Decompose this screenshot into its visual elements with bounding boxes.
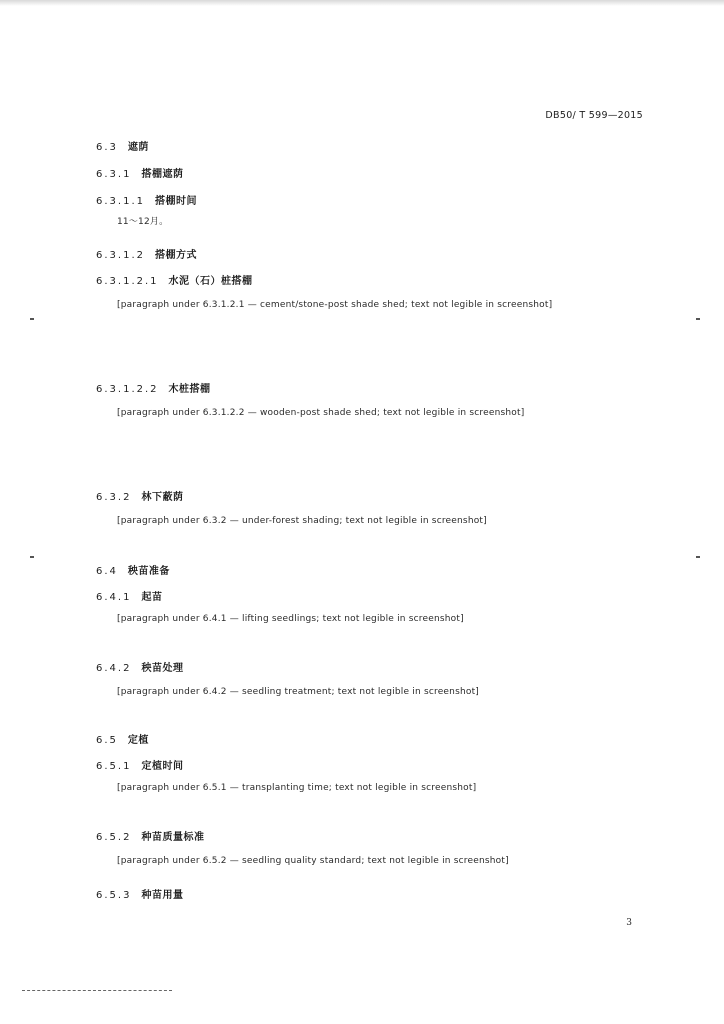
paragraph-transplant-time: [paragraph under 6.5.1 — transplanting time; text not legible in screenshot] [117, 783, 477, 793]
paragraph-forest-shade: [paragraph under 6.3.2 — under-forest shading; text not legible in screenshot] [117, 516, 487, 526]
section-heading-6-3-1-2 [96, 246, 197, 261]
section-number: 6.4.1 [96, 592, 132, 603]
section-heading-6-3 [96, 138, 149, 153]
section-title: 定植 [127, 735, 149, 746]
section-heading-6-5 [96, 731, 149, 746]
section-title: 搭棚时间 [155, 196, 197, 207]
section-title: 水泥（石）桩搭棚 [168, 276, 253, 287]
paragraph-cement-post-shed: [paragraph under 6.3.1.2.1 — cement/stone-post shade shed; text not legible in screenshot] [117, 300, 553, 310]
section-number: 6.4.2 [96, 663, 132, 674]
section-number: 6.3 [96, 142, 118, 153]
page-number: 3 [626, 918, 632, 928]
section-title: 搭棚遮荫 [141, 169, 184, 180]
section-title: 起苗 [141, 592, 163, 603]
section-number: 6.3.1.2.2 [96, 384, 159, 395]
footer-rule [22, 990, 172, 991]
section-number: 6.5 [96, 735, 118, 746]
section-heading-6-5-2 [96, 828, 204, 843]
section-heading-6-3-2 [96, 488, 183, 503]
section-number: 6.3.1.2 [96, 250, 145, 261]
section-title: 秧苗准备 [127, 566, 170, 577]
section-title: 定植时间 [141, 761, 184, 772]
section-number: 6.3.2 [96, 492, 132, 503]
paragraph-seedling-treatment: [paragraph under 6.4.2 — seedling treatment; text not legible in screenshot] [117, 687, 480, 697]
section-number: 6.5.2 [96, 832, 132, 843]
section-heading-6-3-1 [96, 165, 183, 180]
section-heading-6-4-2 [96, 659, 183, 674]
section-heading-6-3-1-1 [96, 192, 197, 207]
section-title: 遮荫 [127, 142, 149, 153]
section-heading-6-3-1-2-2 [96, 380, 211, 395]
section-number: 6.3.1 [96, 169, 132, 180]
section-title: 搭棚方式 [155, 250, 197, 261]
section-number: 6.3.1.1 [96, 196, 145, 207]
paragraph-seedling-quality: [paragraph under 6.5.2 — seedling quality standard; text not legible in screenshot] [117, 856, 509, 866]
section-title: 种苗质量标准 [141, 832, 205, 843]
section-title: 木桩搭棚 [168, 384, 211, 395]
paragraph-shed-time: 11～12月。 [117, 217, 169, 227]
paragraph-wood-post-shed: [paragraph under 6.3.1.2.2 — wooden-post shade shed; text not legible in screenshot] [117, 408, 525, 418]
section-heading-6-3-1-2-1 [96, 272, 253, 287]
section-heading-6-5-3 [96, 886, 183, 901]
section-heading-6-4 [96, 562, 170, 577]
section-title: 种苗用量 [141, 890, 184, 901]
section-heading-6-4-1 [96, 588, 162, 603]
section-number: 6.3.1.2.1 [96, 276, 159, 287]
document-code: DB50/ T 599—2015 [545, 110, 643, 121]
paragraph-lift-seedlings: [paragraph under 6.4.1 — lifting seedlings; text not legible in screenshot] [117, 614, 464, 624]
section-number: 6.5.1 [96, 761, 132, 772]
section-number: 6.4 [96, 566, 118, 577]
section-title: 秧苗处理 [141, 663, 184, 674]
section-heading-6-5-1 [96, 757, 183, 772]
section-title: 林下蔽荫 [141, 492, 184, 503]
section-number: 6.5.3 [96, 890, 132, 901]
